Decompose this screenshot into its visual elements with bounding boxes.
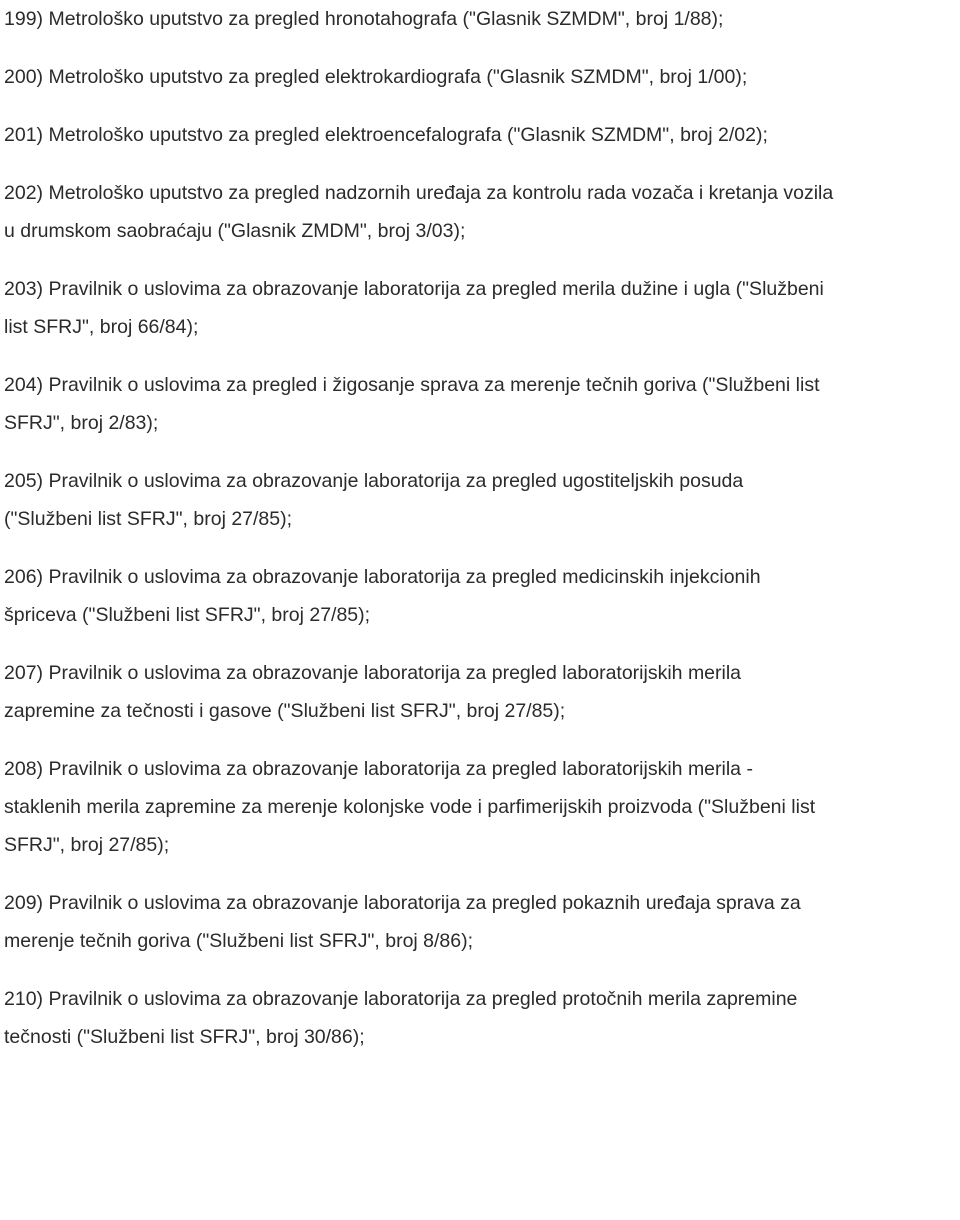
list-item-line: 210) Pravilnik o uslovima za obrazovanje laboratorija za pregled protočnih merila zapremine	[4, 988, 798, 1010]
list-item-line: ("Službeni list SFRJ", broj 27/85);	[4, 508, 293, 530]
list-item-line: SFRJ", broj 2/83);	[4, 412, 159, 434]
list-item-line: staklenih merila zapremine za merenje kolonjske vode i parfimerijskih proizvoda ("Službeni list	[4, 796, 816, 818]
list-item-line: SFRJ", broj 27/85);	[4, 834, 170, 856]
list-item-line: 203) Pravilnik o uslovima za obrazovanje laboratorija za pregled merila dužine i ugla ("Službeni	[4, 278, 824, 300]
list-item-line: 207) Pravilnik o uslovima za obrazovanje laboratorija za pregled laboratorijskih merila	[4, 662, 742, 684]
list-item-203	[4, 270, 958, 346]
list-item-line: list SFRJ", broj 66/84);	[4, 316, 199, 338]
list-item-line: 199) Metrološko uputstvo za pregled hronotahografa ("Glasnik SZMDM", broj 1/88);	[4, 8, 724, 30]
list-item-line: 201) Metrološko uputstvo za pregled elektroencefalografa ("Glasnik SZMDM", broj 2/02);	[4, 124, 768, 146]
list-item-200	[4, 58, 958, 96]
list-item-line: 205) Pravilnik o uslovima za obrazovanje laboratorija za pregled ugostiteljskih posuda	[4, 470, 744, 492]
list-item-208	[4, 750, 958, 864]
list-item-202	[4, 174, 958, 250]
list-item-line: zapremine za tečnosti i gasove ("Službeni list SFRJ", broj 27/85);	[4, 700, 566, 722]
list-item-line: merenje tečnih goriva ("Službeni list SFRJ", broj 8/86);	[4, 930, 474, 952]
list-item-206	[4, 558, 958, 634]
list-item-210	[4, 980, 958, 1056]
list-item-line: 202) Metrološko uputstvo za pregled nadzornih uređaja za kontrolu rada vozača i kretanja vozila	[4, 182, 834, 204]
list-item-line: 206) Pravilnik o uslovima za obrazovanje laboratorija za pregled medicinskih injekcionih	[4, 566, 761, 588]
list-item-line: 209) Pravilnik o uslovima za obrazovanje laboratorija za pregled pokaznih uređaja sprava za	[4, 892, 801, 914]
list-item-line: u drumskom saobraćaju ("Glasnik ZMDM", broj 3/03);	[4, 220, 466, 242]
list-item-207	[4, 654, 958, 730]
document-page	[4, 0, 958, 1056]
list-item-line: 200) Metrološko uputstvo za pregled elektrokardiografa ("Glasnik SZMDM", broj 1/00);	[4, 66, 748, 88]
list-item-205	[4, 462, 958, 538]
list-item-line: špriceva ("Službeni list SFRJ", broj 27/85);	[4, 604, 371, 626]
list-item-204	[4, 366, 958, 442]
list-item-line: tečnosti ("Službeni list SFRJ", broj 30/86);	[4, 1026, 365, 1048]
list-item-199	[4, 0, 958, 38]
list-item-201	[4, 116, 958, 154]
list-item-line: 208) Pravilnik o uslovima za obrazovanje laboratorija za pregled laboratorijskih merila -	[4, 758, 753, 780]
list-item-line: 204) Pravilnik o uslovima za pregled i žigosanje sprava za merenje tečnih goriva ("Službeni list	[4, 374, 820, 396]
list-item-209	[4, 884, 958, 960]
